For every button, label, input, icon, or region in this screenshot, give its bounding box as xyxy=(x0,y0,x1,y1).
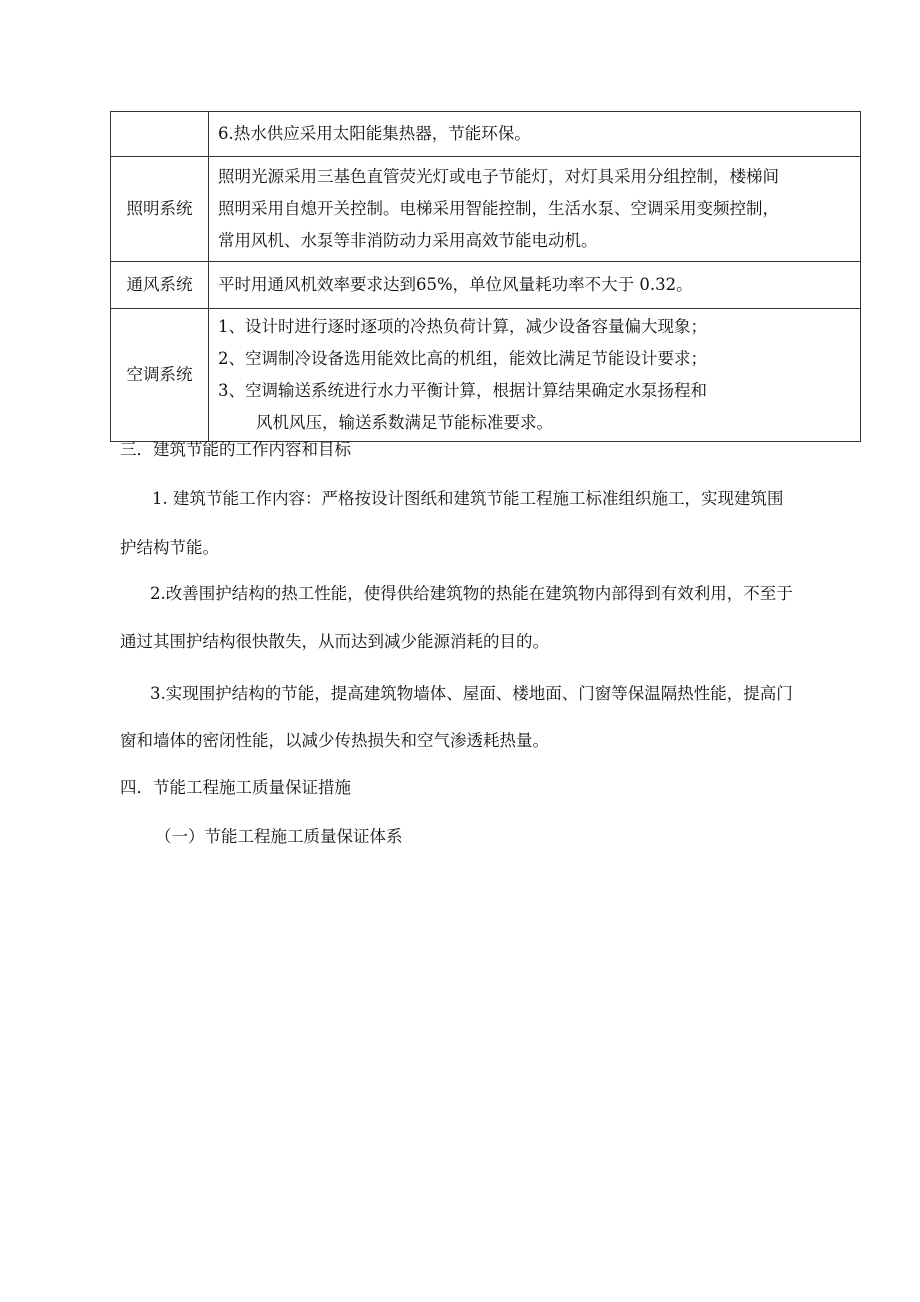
table-row-ventilation xyxy=(111,262,861,309)
table-line: 1、设计时进行逐时逐项的冷热负荷计算，减少设备容量偏大现象； xyxy=(218,317,707,336)
table-label-cell xyxy=(111,112,209,157)
table-row-hot-water xyxy=(111,112,861,157)
paragraph-3-line-1: 3.实现围护结构的节能，提高建筑物墙体、屋面、楼地面、门窗等保温隔热性能，提高门 xyxy=(150,684,793,703)
paragraph-1-line-1: 1. 建筑节能工作内容：严格按设计图纸和建筑节能工程施工标准组织施工，实现建筑围 xyxy=(152,489,784,508)
table-content-cell xyxy=(209,157,861,262)
paragraph-2-line-2: 通过其围护结构很快散失，从而达到减少能源消耗的目的。 xyxy=(120,632,549,651)
table-line: 平时用通风机效率要求达到65%，单位风量耗功率不大于 0.32。 xyxy=(218,275,693,294)
section-4-subheading: （一）节能工程施工质量保证体系 xyxy=(155,827,403,846)
paragraph-3-line-2: 窗和墙体的密闭性能，以减少传热损失和空气渗透耗热量。 xyxy=(120,731,549,750)
table-label-cell: 照明系统 xyxy=(111,157,209,262)
section-4-heading: 四．节能工程施工质量保证措施 xyxy=(120,778,351,797)
table-line: 常用风机、水泵等非消防动力采用高效节能电动机。 xyxy=(218,231,598,250)
table-content-cell xyxy=(209,309,861,442)
table-row-lighting xyxy=(111,157,861,262)
table-line: 照明光源采用三基色直管荧光灯或电子节能灯，对灯具采用分组控制，楼梯间 xyxy=(218,167,779,186)
table-row-air-conditioning xyxy=(111,309,861,442)
table-line: 2、空调制冷设备选用能效比高的机组，能效比满足节能设计要求； xyxy=(218,349,707,368)
table-line: 6.热水供应采用太阳能集热器，节能环保。 xyxy=(218,124,531,143)
table-content-cell xyxy=(209,112,861,157)
table-line: 3、空调输送系统进行水力平衡计算，根据计算结果确定水泵扬程和 xyxy=(218,381,707,400)
table-line: 风机风压，输送系数满足节能标准要求。 xyxy=(256,413,553,432)
paragraph-1-line-2: 护结构节能。 xyxy=(120,538,219,557)
section-3-heading: 三．建筑节能的工作内容和目标 xyxy=(120,440,351,459)
table-label-cell: 通风系统 xyxy=(111,262,209,309)
table-line: 照明采用自熄开关控制。电梯采用智能控制，生活水泵、空调采用变频控制， xyxy=(218,199,779,218)
table-content-cell xyxy=(209,262,861,309)
energy-saving-systems-table xyxy=(110,111,861,442)
table-label-cell: 空调系统 xyxy=(111,309,209,442)
paragraph-2-line-1: 2.改善围护结构的热工性能，使得供给建筑物的热能在建筑物内部得到有效利用，不至于 xyxy=(150,584,793,603)
